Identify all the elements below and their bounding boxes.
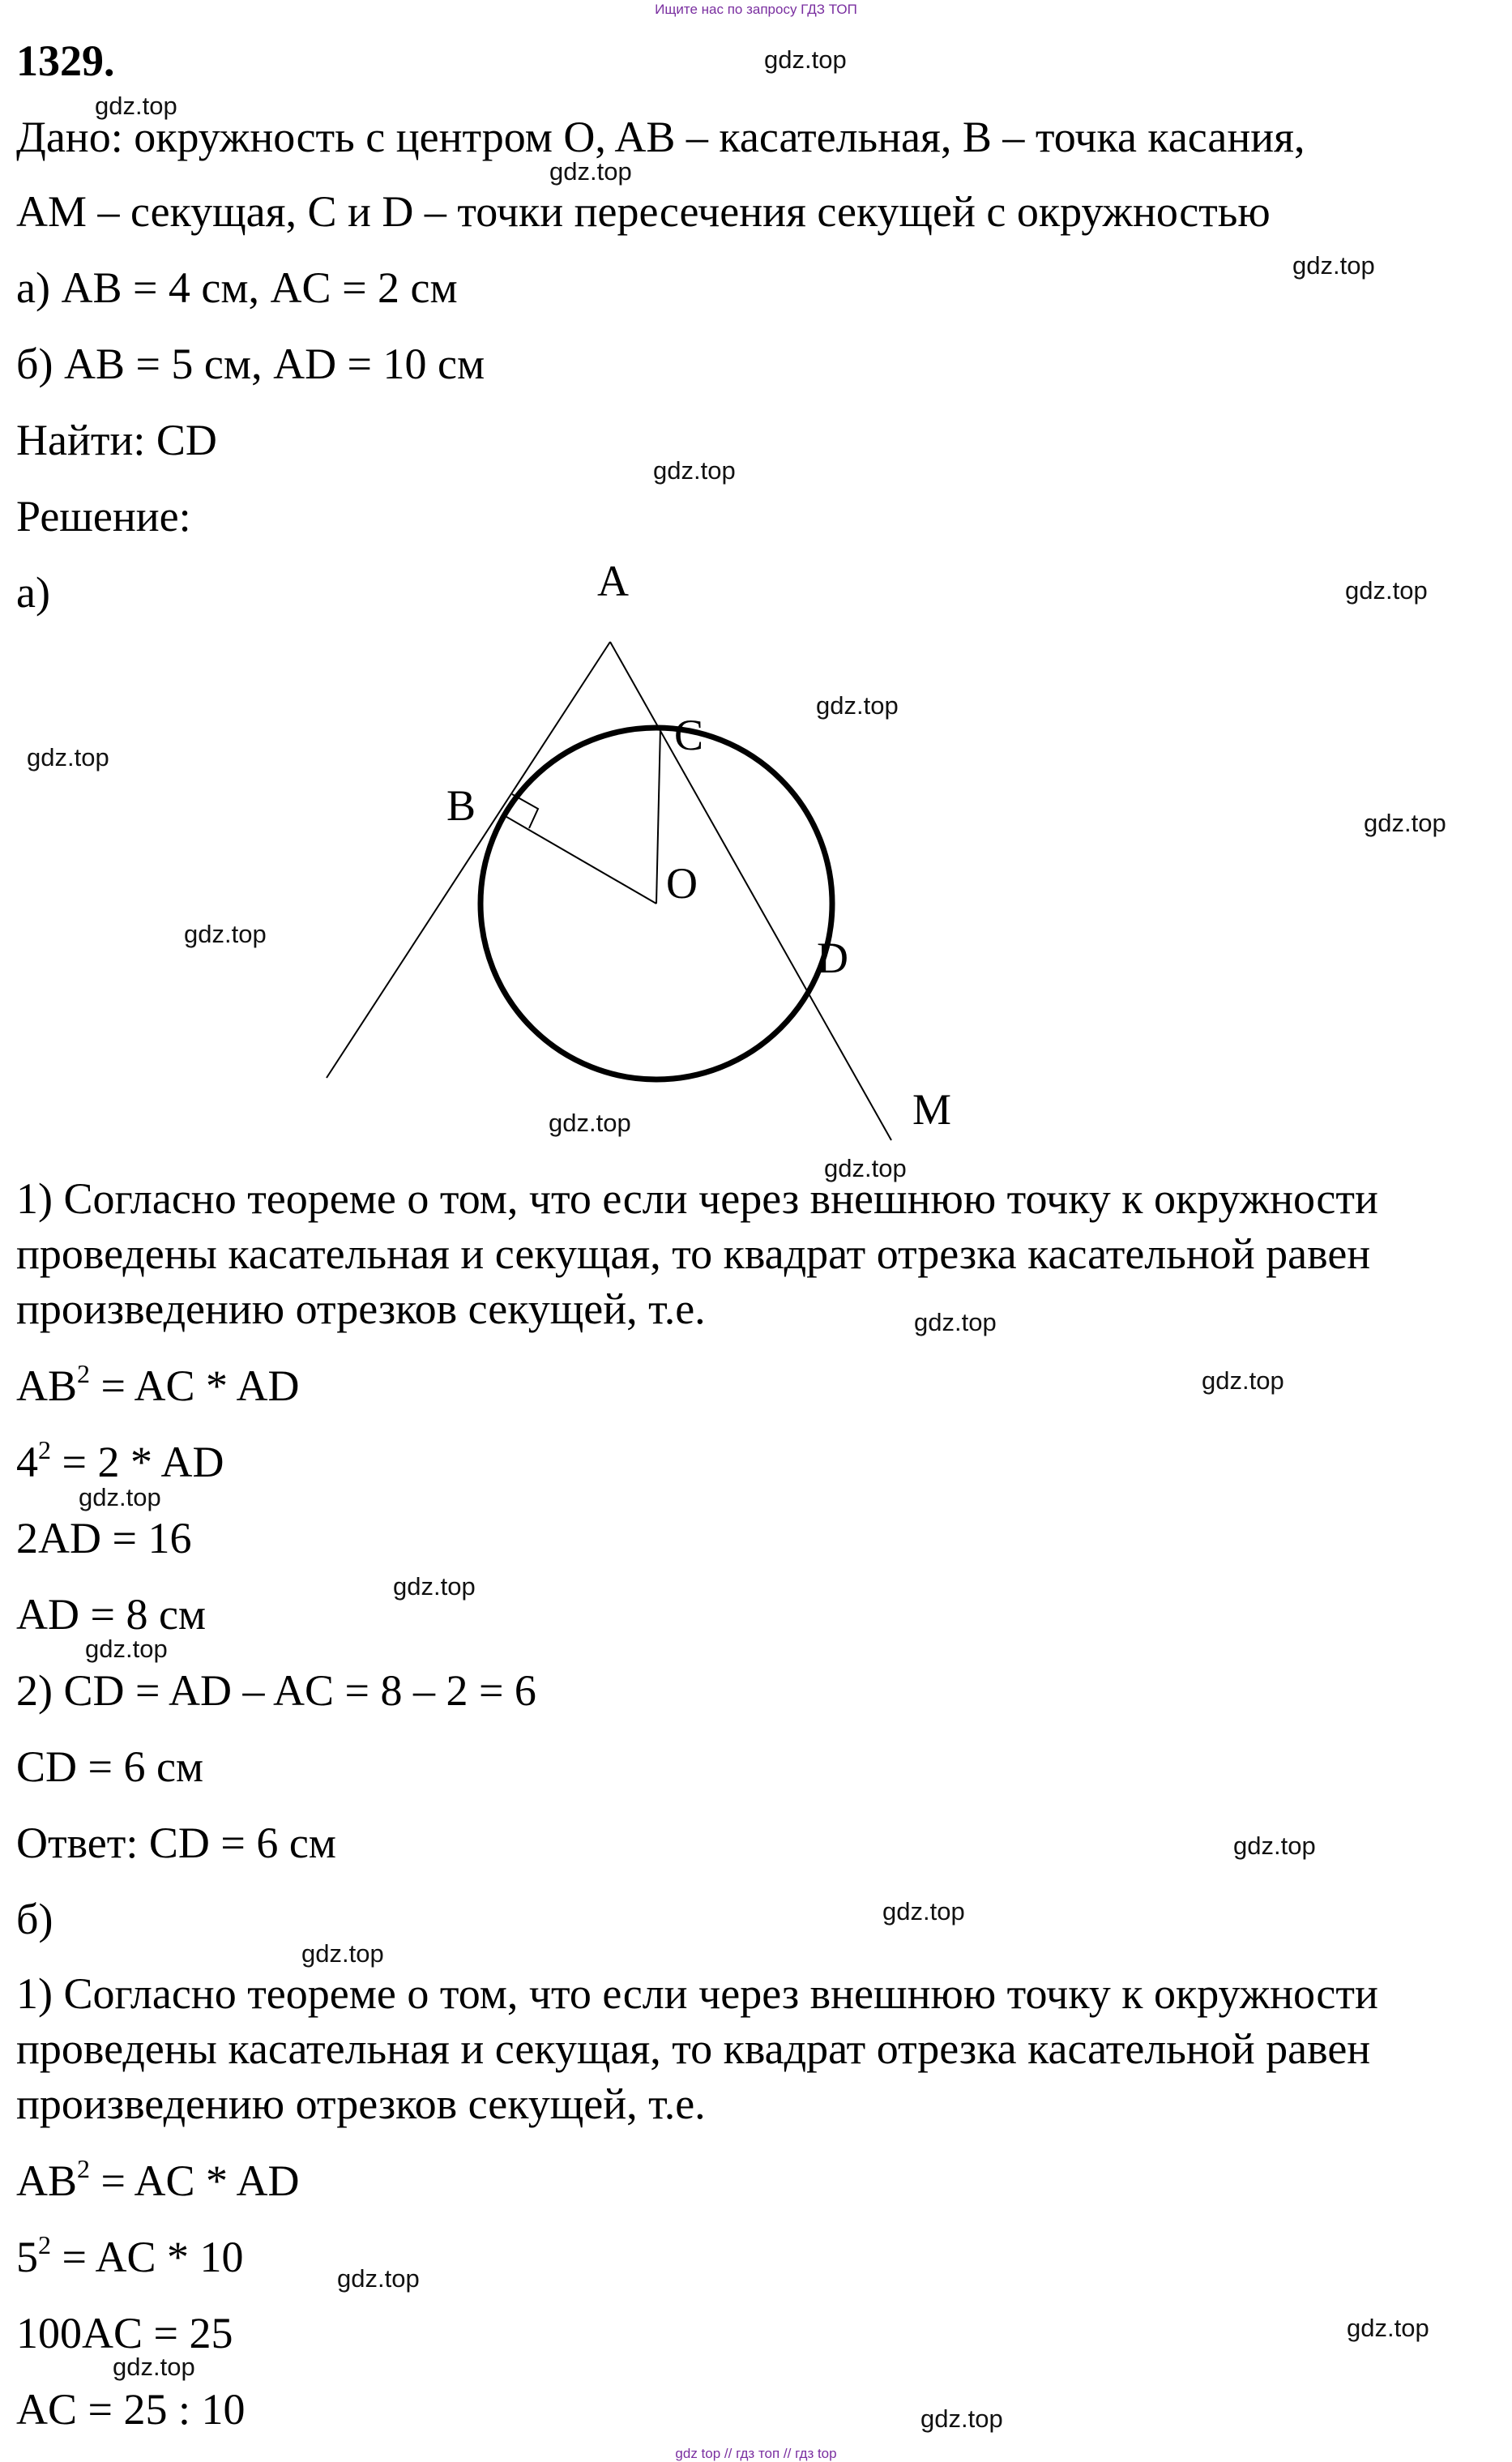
watermark: gdz.top <box>113 2353 195 2381</box>
watermark: gdz.top <box>79 1483 161 1511</box>
b-equation-3: 100AC = 25 <box>16 2309 233 2357</box>
theorem-b-line-2: проведены касательная и секущая, то квадрат отрезка касательной равен <box>16 2024 1371 2073</box>
geometry-figure <box>0 551 1512 1167</box>
a-equation-2: $4^2 = 2$ * AD <box>16 1435 224 1486</box>
a-equation-1: $AB^2$ = AC * AD <box>16 1359 300 1410</box>
radius-ob <box>502 814 656 904</box>
a-equation-5: 2) CD = AD – AC = 8 – 2 = 6 <box>16 1666 536 1715</box>
watermark: gdz.top <box>393 1572 476 1601</box>
bottom-banner[interactable]: gdz top // гдз топ // гдз top <box>675 2446 837 2461</box>
a-equation-6: CD = 6 см <box>16 1742 204 1791</box>
watermark: gdz.top <box>1292 251 1375 280</box>
watermark: gdz.top <box>549 1109 631 1137</box>
watermark: gdz.top <box>764 45 847 74</box>
radius-oc <box>656 728 660 904</box>
watermark: gdz.top <box>1345 576 1428 605</box>
theorem-a-line-1: 1) Согласно теореме о том, что если через внешнюю точку к окружности <box>16 1174 1378 1223</box>
b-equation-1: $AB^2$ = AC * AD <box>16 2154 300 2205</box>
problem-number: 1329. <box>16 36 115 85</box>
label-o: O <box>666 859 698 908</box>
tangent-line-ab <box>327 642 610 1078</box>
watermark: gdz.top <box>301 1939 384 1968</box>
a-equation-3: 2AD = 16 <box>16 1514 192 1562</box>
b-equation-4: AC = 25 : 10 <box>16 2385 246 2434</box>
find-line: Найти: CD <box>16 416 217 464</box>
watermark: gdz.top <box>1202 1366 1284 1395</box>
given-line-2: AM – секущая, C и D – точки пересечения секущей с окружностью <box>16 187 1271 236</box>
watermark: gdz.top <box>27 743 109 772</box>
watermark: gdz.top <box>824 1154 907 1182</box>
a-equation-4: AD = 8 см <box>16 1590 207 1639</box>
part-b-label: б) <box>16 1895 53 1943</box>
case-a: а) AB = 4 см, AC = 2 см <box>16 263 458 312</box>
part-a-label: а) <box>16 568 50 617</box>
watermark: gdz.top <box>816 691 899 720</box>
given-line-1: Дано: окружность с центром O, AB – касательная, B – точка касания, <box>16 113 1305 161</box>
watermark: gdz.top <box>85 1635 168 1663</box>
theorem-b-line-1: 1) Согласно теореме о том, что если через внешнюю точку к окружности <box>16 1969 1378 2018</box>
top-banner[interactable]: Ищите нас по запросу ГДЗ ТОП <box>655 2 857 17</box>
label-d: D <box>817 934 848 982</box>
watermark: gdz.top <box>549 157 632 186</box>
a-answer: Ответ: CD = 6 см <box>16 1819 336 1867</box>
watermark: gdz.top <box>920 2404 1003 2433</box>
watermark: gdz.top <box>1364 809 1446 837</box>
watermark: gdz.top <box>184 920 267 948</box>
watermark: gdz.top <box>882 1897 965 1926</box>
watermark: gdz.top <box>1233 1832 1316 1860</box>
label-m: M <box>912 1085 952 1134</box>
b-equation-2: $5^2$ = AC * 10 <box>16 2230 244 2281</box>
theorem-b-line-3: произведению отрезков секущей, т.е. <box>16 2079 706 2128</box>
solution-heading: Решение: <box>16 492 191 541</box>
label-b: B <box>446 781 476 830</box>
label-c: C <box>674 711 704 759</box>
watermark: gdz.top <box>337 2264 420 2293</box>
label-a: A <box>597 557 629 605</box>
watermark: gdz.top <box>914 1308 997 1336</box>
theorem-a-line-2: проведены касательная и секущая, то квадрат отрезка касательной равен <box>16 1229 1371 1278</box>
watermark: gdz.top <box>1347 2314 1429 2342</box>
watermark: gdz.top <box>653 456 736 485</box>
case-b: б) AB = 5 см, AD = 10 см <box>16 340 485 388</box>
theorem-a-line-3: произведению отрезков секущей, т.е. <box>16 1284 706 1333</box>
watermark: gdz.top <box>95 92 177 120</box>
